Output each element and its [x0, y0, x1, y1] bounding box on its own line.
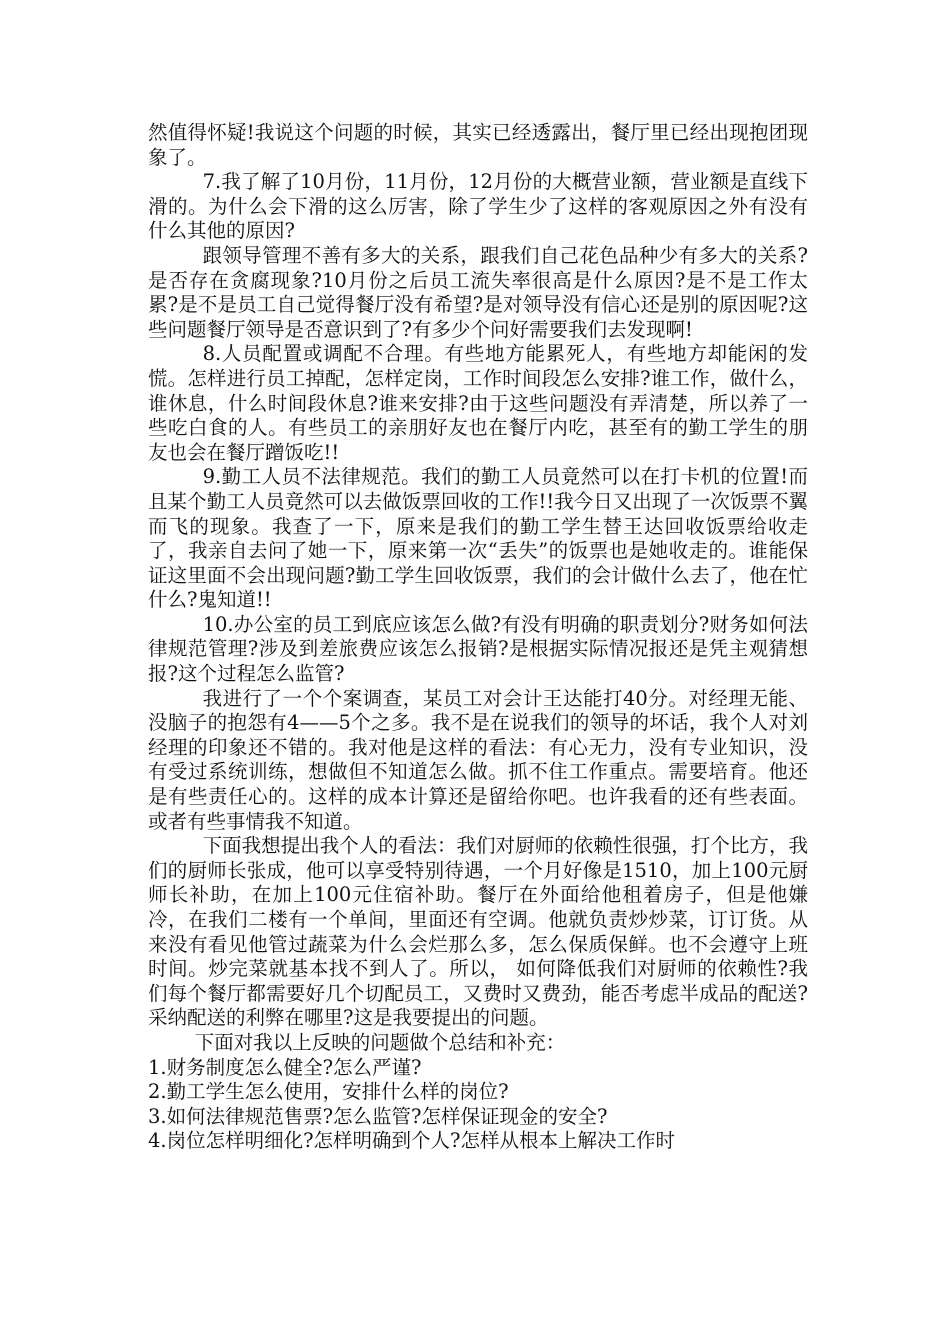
list-item: 2.勤工学生怎么使用，安排什么样的岗位? [148, 1080, 509, 1104]
paragraph-management: 跟领导管理不善有多大的关系，跟我们自己花色品种少有多大的关系?是否存在贪腐现象?10月份之后员工流失率很高是什么原因?是不是工作太累?是不是员工自己觉得餐厅没有希望?是对领导没有信心还是别的原因呢?这些问题餐厅领导是否意识到了?有多少个问好需要我们去发现啊! [148, 243, 808, 341]
document-page [148, 121, 808, 1154]
list-item: 1.财务制度怎么健全?怎么严谨? [148, 1055, 422, 1079]
paragraph-point-8: 8.人员配置或调配不合理。有些地方能累死人，有些地方却能闲的发慌。怎样进行员工掉配，怎样定岗，工作时间段怎么安排?谁工作，做什么，谁休息，什么时间段休息?谁来安排?由于这些问题没有弄清楚，所以养了一些吃白食的人。有些员工的亲朋好友也在餐厅内吃，甚至有的勤工学生的朋友也会在餐厅蹭饭吃!! [148, 342, 808, 464]
paragraph-summary-intro: 下面对我以上反映的问题做个总结和补充： [194, 1030, 566, 1054]
paragraph-case-survey: 我进行了一个个案调查，某员工对会计王达能打40分。对经理无能、没脑子的抱怨有4——5个之多。我不是在说我们的领导的坏话，我个人对刘经理的印象还不错的。我对他是这样的看法：有心无力，没有专业知识，没有受过系统训练，想做但不知道怎么做。抓不住工作重点。需要培育。他还是有些责任心的。这样的成本计算还是留给你吧。也许我看的还有些表面。或者有些事情我不知道。 [148, 686, 808, 833]
list-item: 4.岗位怎样明细化?怎样明确到个人?怎样从根本上解决工作时 [148, 1129, 676, 1153]
paragraph-point-9: 9.勤工人员不法律规范。我们的勤工人员竟然可以在打卡机的位置!而且某个勤工人员竟然可以去做饭票回收的工作!!我今日又出现了一次饭票不翼而飞的现象。我查了一下，原来是我们的勤工学生替王达回收饭票给收走了，我亲自去问了她一下，原来第一次“丢失”的饭票也是她收走的。谁能保证这里面不会出现问题?勤工学生回收饭票，我们的会计做什么去了，他在忙什么?鬼知道!! [148, 465, 808, 612]
list-item: 3.如何法律规范售票?怎么监管?怎样保证现金的安全? [148, 1104, 608, 1128]
paragraph-continuation: 然值得怀疑!我说这个问题的时候，其实已经透露出，餐厅里已经出现抱团现象了。 [148, 121, 808, 169]
paragraph-point-10: 10.办公室的员工到底应该怎么做?有没有明确的职责划分?财务如何法律规范管理?涉及到差旅费应该怎么报销?是根据实际情况报还是凭主观猜想报?这个过程怎么监管? [148, 612, 808, 686]
paragraph-point-7: 7.我了解了10月份，11月份，12月份的大概营业额，营业额是直线下滑的。为什么会下滑的这么厉害，除了学生少了这样的客观原因之外有没有什么其他的原因? [148, 170, 808, 243]
paragraph-chef-dependency: 下面我想提出我个人的看法：我们对厨师的依赖性很强，打个比方，我们的厨师长张成，他可以享受特别待遇，一个月好像是1510，加上100元厨师长补助，在加上100元住宿补助。餐厅在外面给他租着房子，但是他嫌冷，在我们二楼有一个单间，里面还有空调。他就负责炒炒菜，订订货。从来没有看见他管过蔬菜为什么会烂那么多，怎么保质保鲜。也不会遵守上班时间。炒完菜就基本找不到人了。所以， 如何降低我们对厨师的依赖性?我们每个餐厅都需要好几个切配员工，又费时又费劲，能否考虑半成品的配送?采纳配送的利弊在哪里?这是我要提出的问题。 [148, 834, 808, 1030]
